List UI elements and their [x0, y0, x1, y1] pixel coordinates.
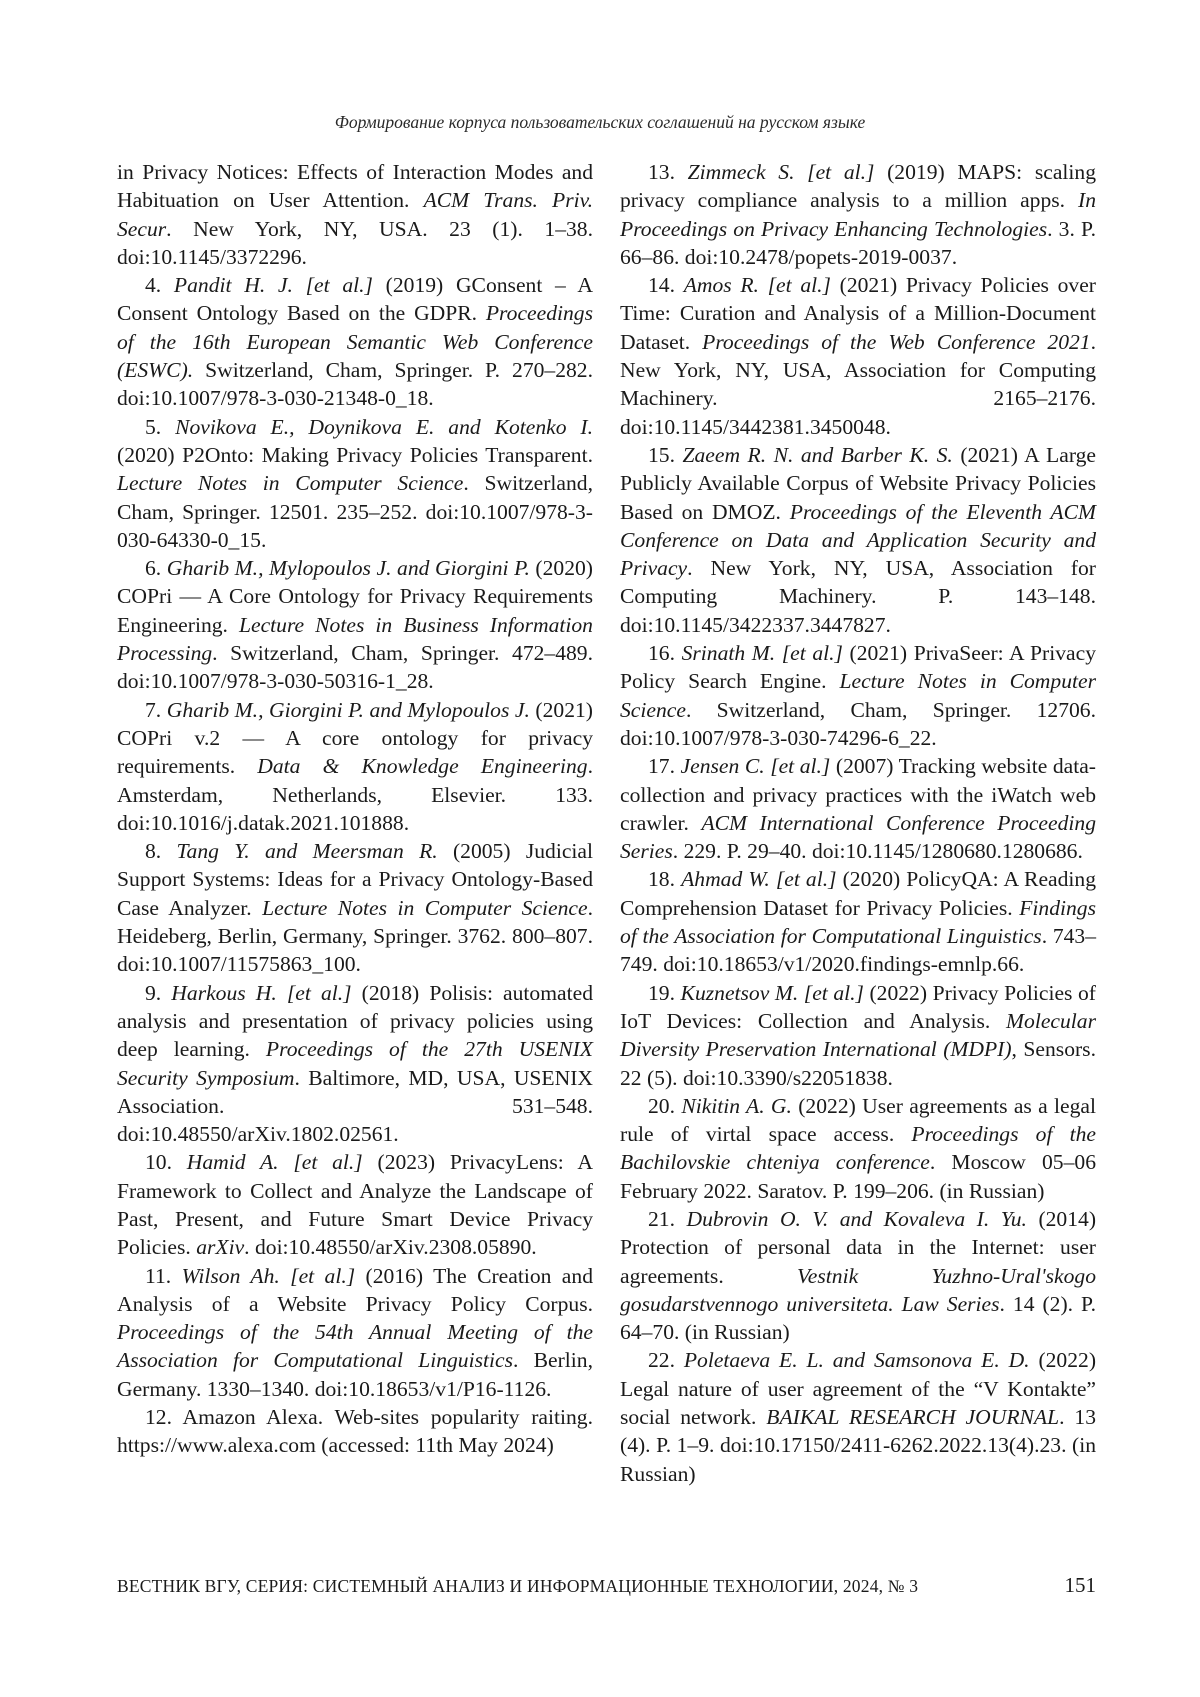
ref-authors: Zimmeck S. [et al.]: [687, 160, 875, 184]
reference-9: [117, 979, 593, 1149]
ref-details: . 743–749. doi:10.18653/v1/2020.findings-emnlp.66.: [620, 924, 1097, 977]
ref-authors: Novikova E., Doynikova E. and Kotenko I.: [175, 414, 594, 439]
ref-source: ACM Trans. Priv. Secur: [117, 188, 594, 241]
ref-title: (2018) Polisis: automated analysis and presentation of privacy policies using deep learning.: [117, 980, 593, 1062]
ref-title: (2021) COPri v.2 — A core ontology for privacy requirements.: [117, 697, 594, 779]
ref-details: . Switzerland, Cham, Springer. 12501. 235–252. doi:10.1007/978-3-030-64330-0_15.: [117, 471, 594, 552]
ref-text: 12. Amazon Alexa. Web-sites popularity raiting. https://www.alexa.com (accessed: 11th May 2024): [117, 1405, 593, 1458]
ref-source: Data & Knowledge Engineering: [257, 754, 588, 779]
ref-title: (2020) PolicyQA: A Reading Comprehension Dataset for Privacy Policies.: [620, 867, 1097, 920]
ref-authors: Wilson Ah. [et al.]: [181, 1263, 356, 1288]
ref-title: (2022) Legal nature of user agreement of the “V Kontakte” social network.: [620, 1348, 1097, 1430]
ref-authors: Gharib M., Giorgini P. and Mylopoulos J.: [166, 697, 530, 722]
reference-14: [620, 271, 1096, 441]
reference-16: [620, 639, 1096, 752]
reference-18: [620, 865, 1096, 978]
ref-title: (2021) A Large Publicly Available Corpus of Website Privacy Policies Based on DMOZ.: [620, 442, 1097, 524]
reference-11: [117, 1262, 593, 1403]
ref-source: Proceedings of the Bachilovskie chteniya conference: [620, 1122, 1096, 1175]
reference-21: [620, 1205, 1096, 1346]
references-left-column: [117, 158, 593, 1460]
reference-8: [117, 837, 593, 978]
ref-details: . Switzerland, Cham, Springer. 472–489. doi:10.1007/978-3-030-50316-1_28.: [117, 641, 593, 694]
ref-authors: Gharib M., Mylopoulos J. and Giorgini P.: [166, 556, 530, 581]
reference-7: [117, 696, 593, 837]
ref-title: (2014) Protection of personal data in the Internet: user agreements.: [620, 1206, 1097, 1288]
ref-authors: Harkous H. [et al.]: [171, 980, 352, 1005]
ref-authors: Amos R. [et al.]: [683, 273, 831, 298]
ref-details: . 14 (2). P. 64–70. (in Russian): [620, 1291, 1096, 1345]
reference-20: [620, 1092, 1096, 1205]
ref-number: 22.: [648, 1348, 684, 1373]
ref-source: Lecture Notes in Computer Science: [262, 895, 588, 920]
ref-authors: Ahmad W. [et al.]: [681, 867, 837, 892]
ref-number: 9.: [145, 980, 172, 1005]
page-number: 151: [1064, 1573, 1096, 1597]
ref-number: 17.: [648, 754, 681, 779]
ref-number: 7.: [145, 697, 167, 722]
ref-details: Switzerland, Cham, Springer. P. 270–282. doi:10.1007/978-3-030-21348-0_18.: [117, 358, 593, 411]
reference-10: [117, 1148, 593, 1261]
ref-details: . Amsterdam, Netherlands, Elsevier. 133. doi:10.1016/j.datak.2021.101888.: [117, 754, 593, 835]
ref-number: 20.: [648, 1093, 682, 1118]
reference-22: [620, 1346, 1096, 1487]
ref-authors: Kuznetsov M. [et al.]: [680, 980, 864, 1005]
ref-source: Lecture Notes in Computer Science: [620, 669, 1096, 722]
ref-details: , Sensors. 22 (5). doi:10.3390/s22051838.: [620, 1037, 1096, 1090]
ref-title: (2022) User agreements as a legal rule of virtal space access.: [620, 1093, 1097, 1147]
ref-number: 6.: [145, 556, 167, 581]
reference-12: [117, 1403, 593, 1460]
ref-title: (2019) GConsent – A Consent Ontology Based on the GDPR.: [117, 273, 593, 326]
ref-number: 13.: [648, 160, 688, 184]
reference-17: [620, 752, 1096, 865]
ref-number: 15.: [648, 442, 683, 467]
ref-title: (2019) MAPS: scaling privacy compliance analysis to a million apps.: [620, 160, 1097, 213]
ref-authors: Jensen C. [et al.]: [680, 754, 831, 779]
ref-source: Lecture Notes in Business Information Processing: [117, 612, 593, 666]
ref-details: . Berlin, Germany. 1330–1340. doi:10.18653/v1/P16-1126.: [117, 1348, 593, 1401]
ref-source: In Proceedings on Privacy Enhancing Technologies: [620, 188, 1096, 241]
ref-title: (2007) Tracking website data-collection and privacy practices with the iWatch web crawler.: [620, 754, 1096, 835]
reference-13: [620, 158, 1096, 271]
ref-number: 16.: [648, 641, 682, 666]
ref-source: Lecture Notes in Computer Science: [117, 471, 464, 496]
ref-source: Proceedings of the 54th Annual Meeting of the Association for Computational Linguistics: [117, 1320, 593, 1373]
ref-source: Proceedings of the 16th European Semantic Web Conference (ESWC).: [117, 301, 593, 383]
ref-source: arXiv: [196, 1235, 245, 1260]
ref-number: 10.: [145, 1150, 187, 1175]
ref-number: 19.: [648, 980, 681, 1005]
ref-authors: Tang Y. and Meersman R.: [176, 839, 438, 864]
reference-6: [117, 554, 593, 695]
ref-text: . New York, NY, USA. 23 (1). 1–38. doi:10.1145/3372296.: [117, 216, 593, 269]
ref-authors: Dubrovin O. V. and Kovaleva I. Yu.: [686, 1206, 1027, 1231]
ref-source: BAIKAL RESEARCH JOURNAL: [766, 1405, 1060, 1430]
ref-authors: Poletaeva E. L. and Samsonova E. D.: [683, 1348, 1030, 1373]
running-head: Формирование корпуса пользовательских соглашений на русском языке: [334, 112, 866, 132]
ref-source: Molecular Diversity Preservation International (MDPI): [620, 1008, 1096, 1062]
ref-source: Proceedings of the Eleventh ACM Conference on Data and Application Security and Privacy: [620, 499, 1096, 581]
ref-text: in Privacy Notices: Effects of Interaction Modes and Habituation on User Attention.: [117, 160, 593, 213]
ref-number: 18.: [648, 867, 682, 892]
ref-details: . Switzerland, Cham, Springer. 12706. doi:10.1007/978-3-030-74296-6_22.: [620, 697, 1096, 750]
journal-title: ВЕСТНИК ВГУ, СЕРИЯ: СИСТЕМНЫЙ АНАЛИЗ И ИНФОРМАЦИОННЫЕ ТЕХНОЛОГИИ, 2024, № 3: [117, 1576, 919, 1596]
reference-19: [620, 979, 1096, 1092]
ref-title: (2005) Judicial Support Systems: Ideas for a Privacy Ontology-Based Case Analyzer.: [117, 839, 594, 920]
ref-title: (2021) PrivaSeer: A Privacy Policy Search Engine.: [620, 641, 1096, 694]
ref-title: (2022) Privacy Policies of IoT Devices: Collection and Analysis.: [620, 980, 1096, 1033]
ref-details: . Moscow 05–06 February 2022. Saratov. P. 199–206. (in Russian): [620, 1150, 1096, 1203]
ref-source: Vestnik Yuzhno-Ural'skogo gosudarstvennogo universiteta. Law Series: [620, 1263, 1096, 1316]
ref-title: (2021) Privacy Policies over Time: Curation and Analysis of a Million-Document Dataset.: [620, 273, 1096, 354]
ref-details: . Baltimore, MD, USA, USENIX Association. 531–548. doi:10.48550/arXiv.1802.02561.: [117, 1065, 593, 1147]
ref-details: . doi:10.48550/arXiv.2308.05890.: [244, 1235, 537, 1260]
page-footer: [117, 1573, 1096, 1601]
ref-authors: Pandit H. J. [et al.]: [173, 273, 373, 298]
ref-source: Findings of the Association for Computational Linguistics: [620, 895, 1096, 949]
ref-details: . 13 (4). P. 1–9. doi:10.17150/2411-6262.2022.13(4).23. (in Russian): [620, 1405, 1096, 1486]
ref-authors: Hamid A. [et al.]: [186, 1150, 363, 1175]
ref-title: (2023) PrivacyLens: A Framework to Collect and Analyze the Landscape of Past, Present, and Future Smart Device Privacy Policies.: [117, 1150, 593, 1260]
ref-authors: Srinath M. [et al.]: [681, 641, 843, 666]
reference-4: [117, 271, 593, 412]
ref-authors: Zaeem R. N. and Barber K. S.: [682, 442, 953, 467]
ref-details: . New York, NY, USA, Association for Computing Machinery. 2165–2176. doi:10.1145/3442381.3450048.: [620, 329, 1096, 439]
ref-details: . 229. P. 29–40. doi:10.1145/1280680.1280686.: [672, 839, 1083, 864]
ref-source: ACM International Conference Proceeding Series: [620, 810, 1096, 864]
ref-title: (2020) P2Onto: Making Privacy Policies Transparent.: [117, 442, 593, 467]
ref-number: 8.: [145, 839, 177, 864]
reference-5: [117, 413, 593, 554]
ref-number: 5.: [145, 414, 176, 439]
references-right-column: [620, 158, 1096, 1488]
ref-source: Proceedings of the 27th USENIX Security Symposium: [117, 1037, 593, 1090]
ref-details: . Heideberg, Berlin, Germany, Springer. 3762. 800–807. doi:10.1007/11575863_100.: [117, 895, 594, 977]
ref-details: . 3. P. 66–86. doi:10.2478/popets-2019-0037.: [620, 216, 1096, 269]
ref-authors: Nikitin A. G.: [681, 1093, 792, 1118]
reference-3-continued: [117, 158, 593, 271]
ref-number: 21.: [648, 1206, 687, 1231]
ref-number: 4.: [145, 273, 174, 298]
ref-title: (2016) The Creation and Analysis of a Website Privacy Policy Corpus.: [117, 1263, 593, 1316]
ref-title: (2020) COPri — A Core Ontology for Privacy Requirements Engineering.: [117, 556, 594, 637]
ref-details: . New York, NY, USA, Association for Computing Machinery. P. 143–148. doi:10.1145/3422337.3447827.: [620, 556, 1096, 637]
reference-15: [620, 441, 1096, 639]
ref-number: 11.: [145, 1263, 182, 1288]
ref-source: Proceedings of the Web Conference 2021: [702, 329, 1091, 354]
ref-number: 14.: [648, 273, 684, 298]
